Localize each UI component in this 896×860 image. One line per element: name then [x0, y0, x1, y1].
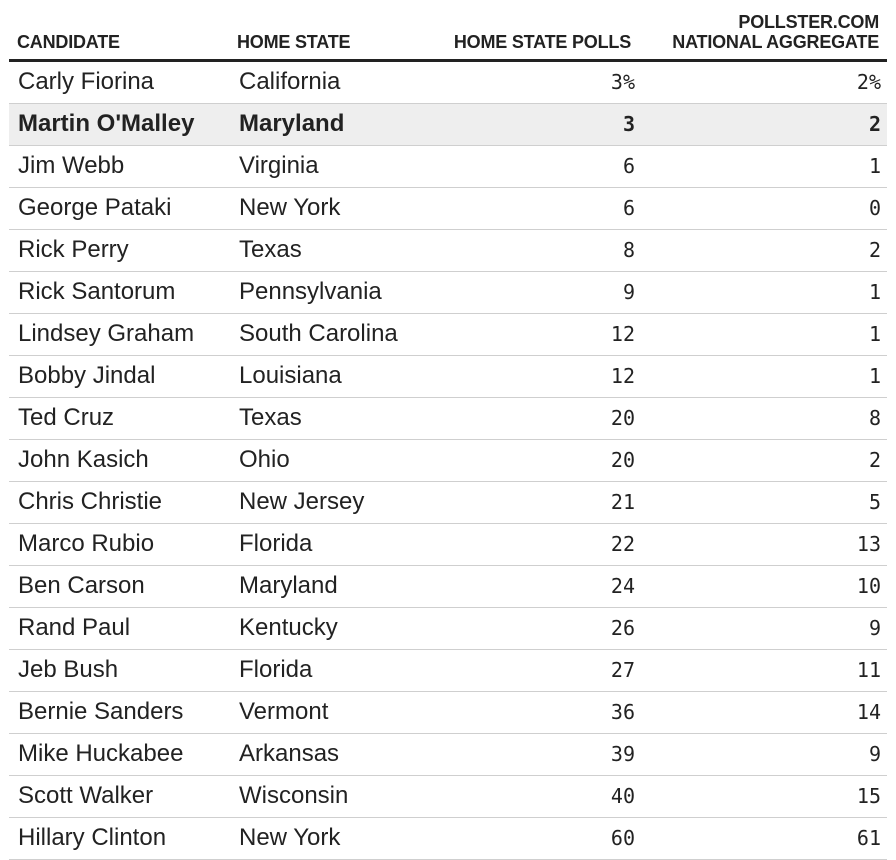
cell-home-state: Texas [239, 404, 302, 431]
cell-home-state: Kentucky [239, 614, 338, 641]
cell-home-state-polls: 27 [610, 658, 635, 682]
cell-national-aggregate: 1 [868, 322, 881, 346]
cell-candidate: George Pataki [18, 194, 172, 221]
header-home-state-polls: HOME STATE POLLS [453, 32, 631, 52]
table-row [9, 188, 887, 230]
cell-candidate: Carly Fiorina [18, 68, 155, 95]
cell-candidate: Ben Carson [18, 572, 145, 599]
cell-home-state-polls: 9 [622, 280, 635, 304]
cell-national-aggregate: 1 [868, 280, 881, 304]
cell-home-state-polls: 20 [610, 448, 635, 472]
cell-candidate: Rick Perry [18, 236, 129, 263]
cell-home-state-polls: 3 [622, 112, 635, 136]
table-row [9, 818, 887, 860]
cell-candidate: John Kasich [18, 446, 149, 473]
cell-candidate: Hillary Clinton [18, 824, 167, 851]
cell-home-state-polls: 6 [622, 196, 635, 220]
cell-home-state-polls: 12 [610, 364, 635, 388]
cell-home-state: New York [239, 194, 341, 221]
header-national-line2: NATIONAL AGGREGATE [672, 32, 879, 52]
cell-candidate: Scott Walker [18, 782, 154, 809]
cell-home-state: Virginia [239, 152, 319, 179]
cell-home-state-polls: 36 [610, 700, 635, 724]
table-row [9, 608, 887, 650]
table-row [9, 356, 887, 398]
cell-national-aggregate: 61 [856, 826, 881, 850]
table-row [9, 482, 887, 524]
cell-home-state: Louisiana [239, 362, 342, 389]
cell-home-state-polls: 20 [610, 406, 635, 430]
cell-home-state-polls: 39 [610, 742, 635, 766]
cell-home-state: Vermont [239, 698, 329, 725]
cell-candidate: Ted Cruz [18, 404, 115, 431]
cell-national-aggregate: 11 [856, 658, 881, 682]
cell-home-state-polls: 26 [610, 616, 635, 640]
cell-home-state: Texas [239, 236, 302, 263]
table-row [9, 272, 887, 314]
cell-national-aggregate: 10 [856, 574, 881, 598]
cell-home-state: Maryland [239, 572, 338, 599]
cell-home-state-polls: 60 [610, 826, 635, 850]
table-row [9, 398, 887, 440]
cell-home-state-polls: 40 [610, 784, 635, 808]
table-row [9, 776, 887, 818]
header-candidate: CANDIDATE [17, 32, 120, 52]
cell-home-state: Florida [239, 656, 313, 683]
table-row [9, 62, 887, 104]
cell-national-aggregate: 1 [868, 364, 881, 388]
cell-national-aggregate: 9 [868, 616, 881, 640]
cell-candidate: Marco Rubio [18, 530, 155, 557]
cell-home-state-polls: 21 [610, 490, 635, 514]
cell-national-aggregate: 2 [868, 238, 881, 262]
table-row [9, 230, 887, 272]
cell-home-state: New Jersey [239, 488, 365, 515]
cell-national-aggregate: 9 [868, 742, 881, 766]
table-row [9, 734, 887, 776]
cell-candidate: Lindsey Graham [18, 320, 195, 347]
cell-home-state: Wisconsin [239, 782, 349, 809]
table-row [9, 104, 887, 146]
cell-home-state-polls: 12 [610, 322, 635, 346]
table-row [9, 314, 887, 356]
cell-home-state: California [239, 68, 341, 95]
cell-home-state: Maryland [239, 110, 345, 137]
cell-candidate: Bobby Jindal [18, 362, 156, 389]
cell-home-state: New York [239, 824, 341, 851]
header-national-aggregate [672, 12, 879, 52]
cell-national-aggregate: 1 [868, 154, 881, 178]
table-row [9, 146, 887, 188]
cell-home-state-polls: 22 [610, 532, 635, 556]
cell-home-state-polls: 24 [610, 574, 635, 598]
table-header [9, 0, 887, 62]
table-row [9, 650, 887, 692]
cell-national-aggregate: 2 [868, 448, 881, 472]
table-row [9, 692, 887, 734]
cell-candidate: Jim Webb [18, 152, 125, 179]
cell-national-aggregate: 2% [856, 70, 881, 94]
cell-home-state: Ohio [239, 446, 290, 473]
cell-candidate: Bernie Sanders [18, 698, 184, 725]
cell-national-aggregate: 14 [856, 700, 881, 724]
cell-home-state: South Carolina [239, 320, 398, 347]
cell-candidate: Mike Huckabee [18, 740, 184, 767]
table-row [9, 566, 887, 608]
table-body [9, 62, 887, 860]
cell-national-aggregate: 13 [856, 532, 881, 556]
cell-home-state-polls: 6 [622, 154, 635, 178]
cell-candidate: Rand Paul [18, 614, 131, 641]
cell-national-aggregate: 15 [856, 784, 881, 808]
cell-national-aggregate: 8 [868, 406, 881, 430]
cell-candidate: Jeb Bush [18, 656, 119, 683]
table-row [9, 440, 887, 482]
cell-candidate: Martin O'Malley [18, 110, 195, 137]
cell-home-state-polls: 3% [610, 70, 635, 94]
header-national-line1: POLLSTER.COM [738, 12, 879, 32]
header-home-state: HOME STATE [237, 32, 351, 52]
cell-home-state: Arkansas [239, 740, 340, 767]
cell-home-state: Florida [239, 530, 313, 557]
table-row [9, 524, 887, 566]
cell-candidate: Rick Santorum [18, 278, 176, 305]
poll-table [9, 0, 887, 860]
cell-candidate: Chris Christie [18, 488, 163, 515]
cell-national-aggregate: 0 [868, 196, 881, 220]
cell-national-aggregate: 5 [868, 490, 881, 514]
cell-home-state-polls: 8 [622, 238, 635, 262]
cell-home-state: Pennsylvania [239, 278, 382, 305]
cell-national-aggregate: 2 [868, 112, 881, 136]
